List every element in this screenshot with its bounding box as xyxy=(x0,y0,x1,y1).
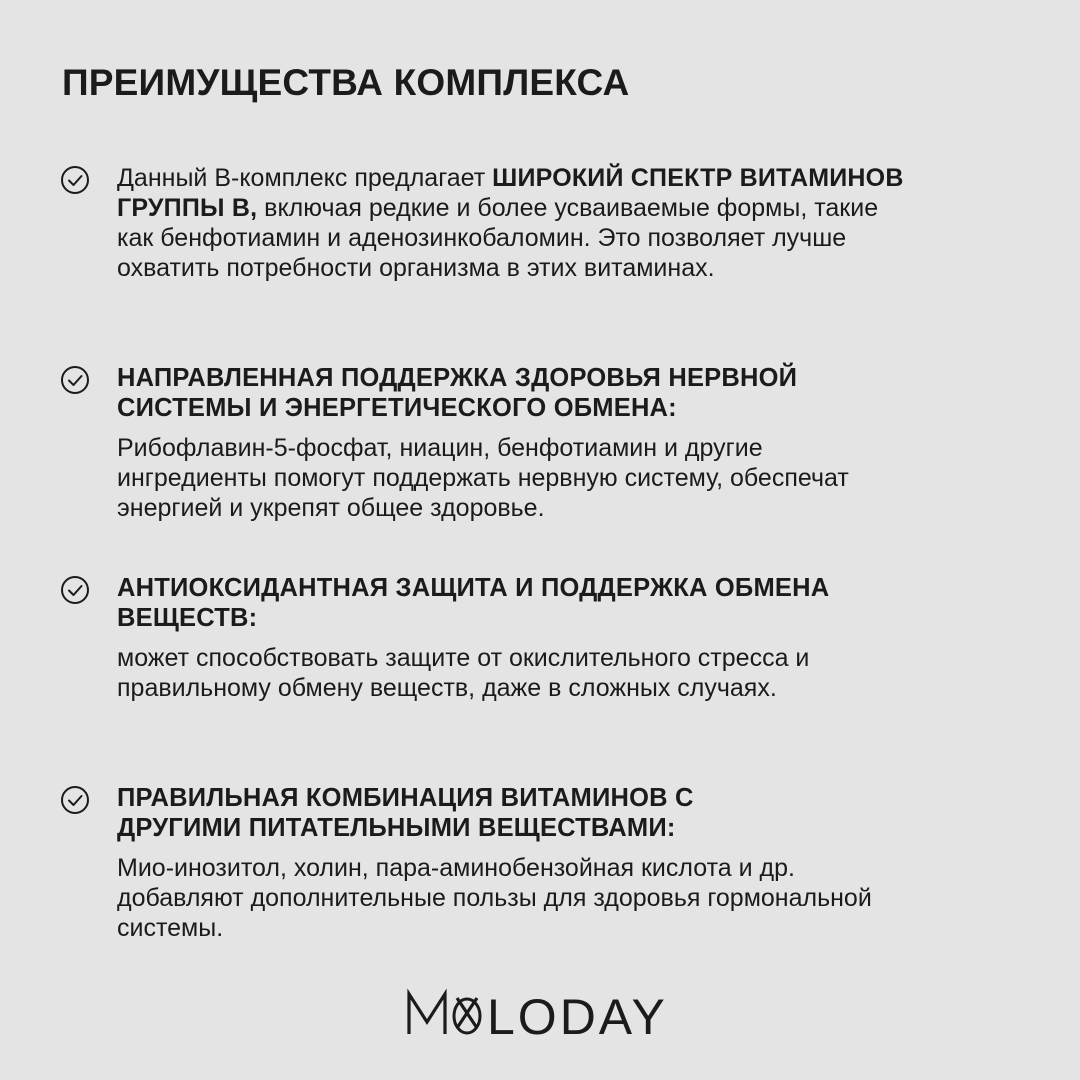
benefit-description: Рибофлавин-5-фосфат, ниацин, бенфотиамин и другие ингредиенты помогут поддержать нервную систему, обеспечат энергией и укрепят общее здоровье. xyxy=(117,434,849,522)
benefit-item-1 xyxy=(60,163,1020,283)
moloday-logo xyxy=(405,988,675,1038)
check-circle-icon xyxy=(60,785,90,815)
benefit-item-4 xyxy=(60,783,1020,943)
benefit-item-3 xyxy=(60,573,1020,703)
benefit-description: может способствовать защите от окислительного стресса и правильному обмену веществ, даже в сложных случаях. xyxy=(117,644,810,702)
check-circle-icon xyxy=(60,575,90,605)
benefit-description: Мио-инозитол, холин, пара-аминобензойная кислота и др. добавляют дополнительные пользы для здоровья гормональной системы. xyxy=(117,854,872,942)
benefit-text xyxy=(117,163,907,283)
benefit-heading: НАПРАВЛЕННАЯ ПОДДЕРЖКА ЗДОРОВЬЯ НЕРВНОЙ СИСТЕМЫ И ЭНЕРГЕТИЧЕСКОГО ОБМЕНА: xyxy=(117,364,798,422)
check-circle-icon xyxy=(60,165,90,195)
check-circle-icon xyxy=(60,365,90,395)
page-title: ПРЕИМУЩЕСТВА КОМПЛЕКСА xyxy=(62,62,630,103)
benefit-heading: АНТИОКСИДАНТНАЯ ЗАЩИТА И ПОДДЕРЖКА ОБМЕНА ВЕЩЕСТВ: xyxy=(117,574,830,632)
svg-text:LODAY: LODAY xyxy=(487,989,668,1038)
benefit-item-2 xyxy=(60,363,1020,523)
benefit-description: включая редкие и более усваиваемые формы, такие как бенфотиамин и аденозинкобаломин. Это позволяет лучше охватить потребности организма в этих витаминах. xyxy=(117,194,879,282)
benefit-intro: Данный B-комплекс предлагает xyxy=(117,164,493,192)
benefit-highlight: ШИРОКИЙ СПЕКТР ВИТАМИНОВ ГРУППЫ В, xyxy=(117,164,904,222)
brand-logo xyxy=(0,988,1080,1051)
benefit-heading: ПРАВИЛЬНАЯ КОМБИНАЦИЯ ВИТАМИНОВ С ДРУГИМИ ПИТАТЕЛЬНЫМИ ВЕЩЕСТВАМИ: xyxy=(117,784,694,842)
